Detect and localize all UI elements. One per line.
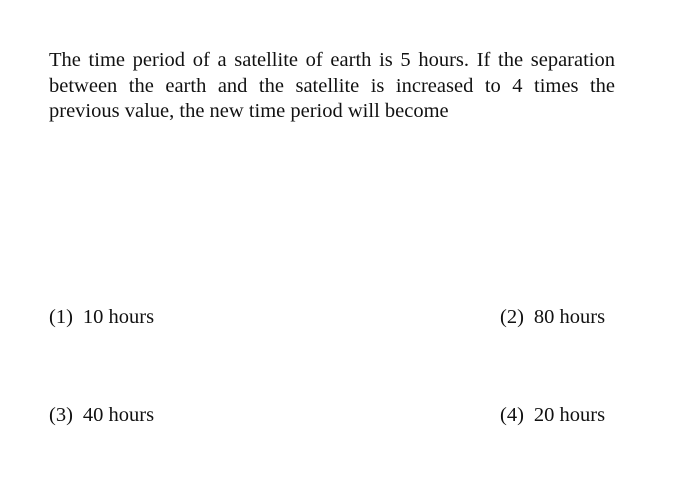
- option-3-text: 40 hours: [82, 404, 155, 426]
- question-text: The time period of a satellite of earth is 5 hours. If the separation between the earth and the satellite is increased to 4 times the previous value, the new time period will become: [49, 49, 615, 122]
- option-2-text: 80 hours: [533, 306, 606, 328]
- option-3: [49, 403, 154, 427]
- option-1-text: 10 hours: [82, 306, 155, 328]
- option-3-number: (3): [49, 404, 73, 426]
- option-1: [49, 305, 154, 329]
- option-4-text: 20 hours: [533, 404, 606, 426]
- option-4: [500, 403, 605, 427]
- option-1-number: (1): [49, 306, 73, 328]
- option-2: [500, 305, 605, 329]
- option-2-number: (2): [500, 306, 524, 328]
- option-4-number: (4): [500, 404, 524, 426]
